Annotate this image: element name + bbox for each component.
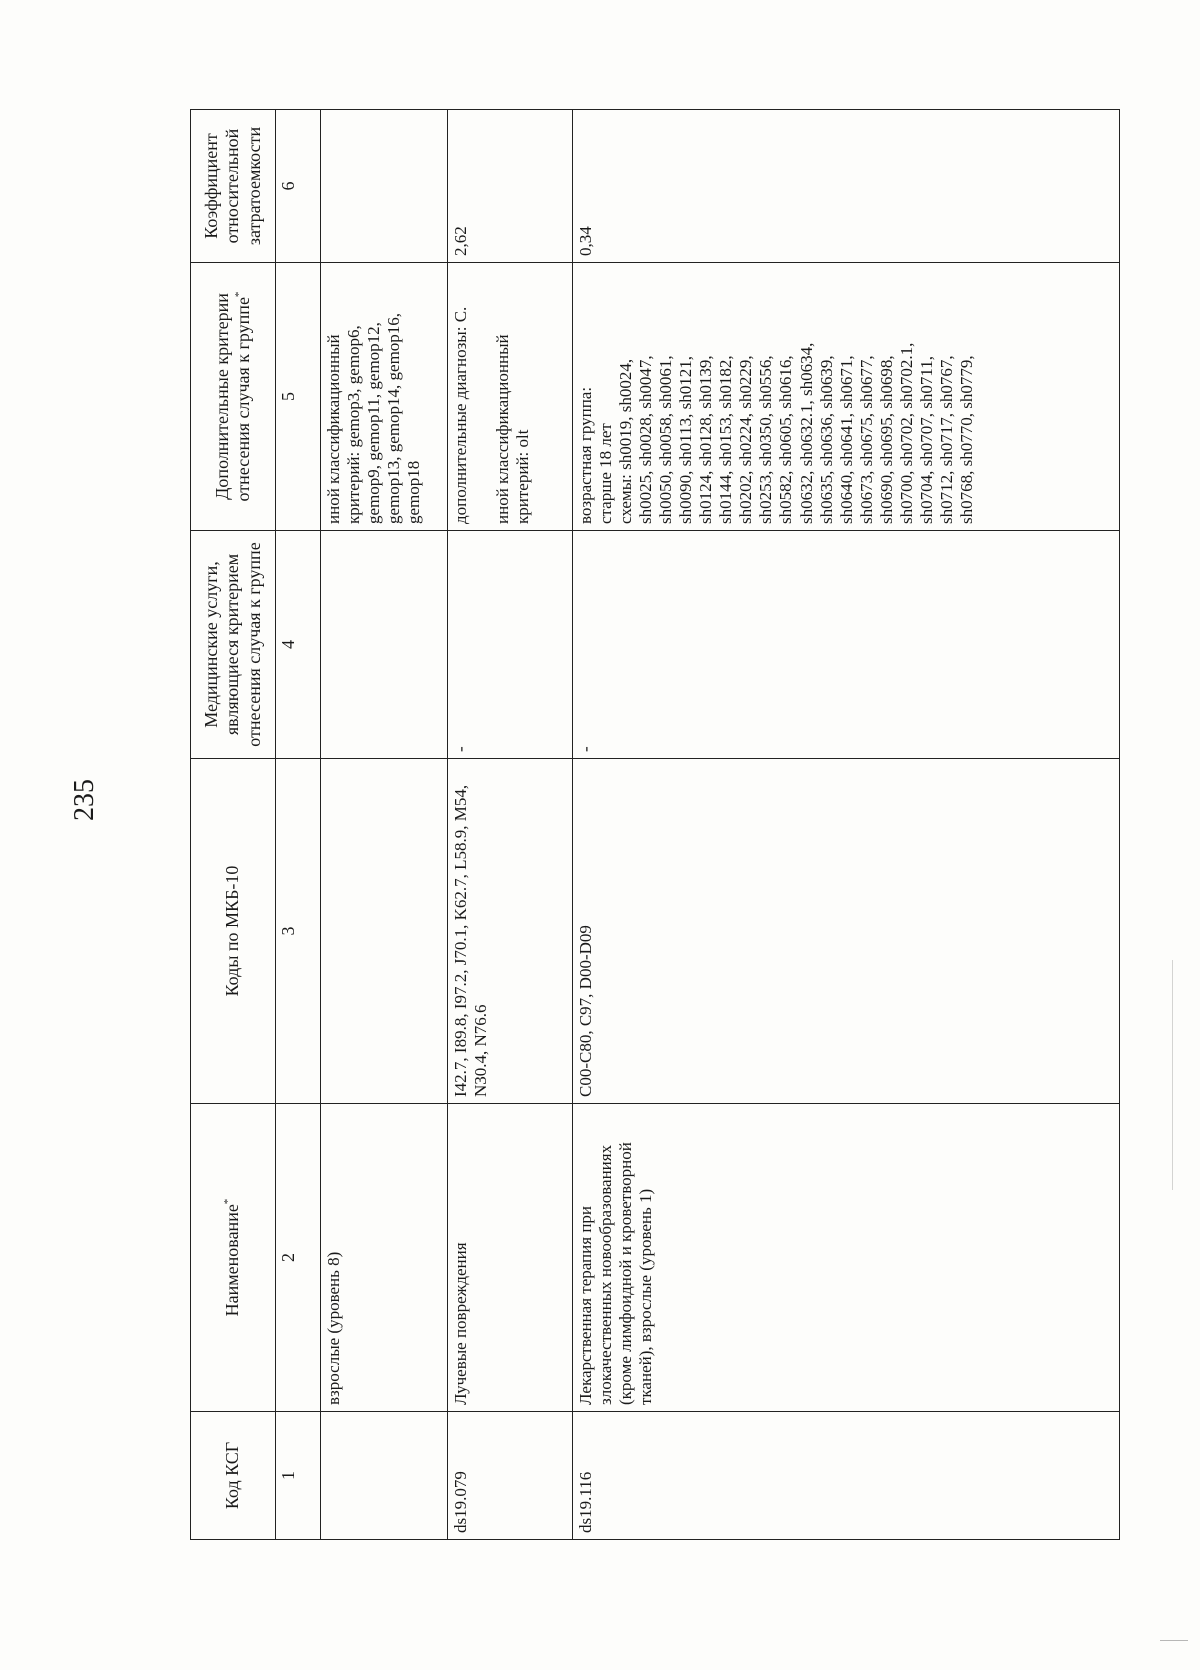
criteria-line: sh0632, sh0632.1, sh0634, <box>796 342 816 524</box>
header-services: Медицинские услуги, являющиеся критерием отнесения случая к группе <box>191 531 276 759</box>
criteria-line: sh0635, sh0636, sh0639, <box>816 355 836 524</box>
header-criteria: Дополнительные критерии отнесения случая к группе* <box>191 263 276 531</box>
cell-name: Лучевые повреждения <box>448 1104 573 1412</box>
header-name: Наименование* <box>191 1104 276 1412</box>
cell-services: - <box>448 531 573 759</box>
criteria-line: старше 18 лет <box>596 423 616 524</box>
cell-name: взрослые (уровень 8) <box>321 1104 448 1412</box>
criteria-line: дополнительные диагнозы: C. <box>451 306 470 524</box>
criteria-line: иной классификационный критерий: olt <box>493 334 533 524</box>
criteria-line: возрастная группа: <box>576 386 595 524</box>
cell-services <box>321 531 448 759</box>
column-number: 5 <box>276 263 321 531</box>
criteria-line: sh0690, sh0695, sh0698, <box>876 355 896 524</box>
cell-code: ds19.079 <box>448 1412 573 1540</box>
column-number: 6 <box>276 110 321 263</box>
cell-name: Лекарственная терапия при злокачественных новообразованиях (кроме лимфоидной и кроветворной тканей), взрослые (уровень 1) <box>573 1104 1120 1412</box>
criteria-line: sh0090, sh0113, sh0121, <box>676 356 696 524</box>
scan-artifact-line <box>1172 960 1173 1190</box>
cell-code <box>321 1412 448 1540</box>
criteria-line: sh0124, sh0128, sh0139, <box>696 355 716 524</box>
criteria-line: sh0712, sh0717, sh0767, <box>936 355 956 524</box>
criteria-line: sh0640, sh0641, sh0671, <box>836 355 856 524</box>
cell-services: - <box>573 531 1120 759</box>
criteria-line: sh0704, sh0707, sh0711, <box>916 356 936 524</box>
cell-mkb <box>321 759 448 1104</box>
criteria-line: схемы: sh0019, sh0024, <box>616 358 636 524</box>
table-row <box>448 110 573 1540</box>
criteria-line: иной классификационный критерий: gemop3, gemop6, gemop9, gemop11, gemop12, gemop13, gemop14, gemop16, gemop18 <box>324 312 424 524</box>
table-row <box>573 110 1120 1540</box>
cell-criteria <box>448 263 573 531</box>
cell-mkb: C00-C80, C97, D00-D09 <box>573 759 1120 1104</box>
criteria-line: sh0025, sh0028, sh0047, <box>636 355 656 524</box>
column-number: 1 <box>276 1412 321 1540</box>
cell-coefficient <box>321 110 448 263</box>
cell-criteria <box>321 263 448 531</box>
column-number: 3 <box>276 759 321 1104</box>
column-number: 4 <box>276 531 321 759</box>
criteria-line: sh0253, sh0350, sh0556, <box>756 355 776 524</box>
criteria-line: sh0202, sh0224, sh0229, <box>736 355 756 524</box>
header-code: Код КСГ <box>191 1412 276 1540</box>
cell-criteria <box>573 263 1120 531</box>
header-coefficient: Коэффициент относительной затратоемкости <box>191 110 276 263</box>
criteria-line: sh0768, sh0770, sh0779, <box>956 355 976 524</box>
rotated-table-container <box>190 110 1120 1540</box>
cell-mkb: I42.7, I89.8, I97.2, J70.1, K62.7, L58.9, M54, N30.4, N76.6 <box>448 759 573 1104</box>
cell-code: ds19.116 <box>573 1412 1120 1540</box>
table-row <box>321 110 448 1540</box>
cell-coefficient: 0,34 <box>573 110 1120 263</box>
header-mkb: Коды по МКБ-10 <box>191 759 276 1104</box>
page-number: 235 <box>69 779 100 821</box>
cell-coefficient: 2,62 <box>448 110 573 263</box>
scan-artifact-line <box>1160 1640 1188 1641</box>
ksg-table <box>190 109 1120 1540</box>
column-number: 2 <box>276 1104 321 1412</box>
criteria-line: sh0673, sh0675, sh0677, <box>856 355 876 524</box>
criteria-line: sh0582, sh0605, sh0616, <box>776 355 796 524</box>
column-number-row <box>276 110 321 1540</box>
criteria-line: sh0700, sh0702, sh0702.1, <box>896 342 916 524</box>
criteria-line: sh0144, sh0153, sh0182, <box>716 355 736 524</box>
criteria-line: sh0050, sh0058, sh0061, <box>656 355 676 524</box>
table-header-row <box>191 110 276 1540</box>
